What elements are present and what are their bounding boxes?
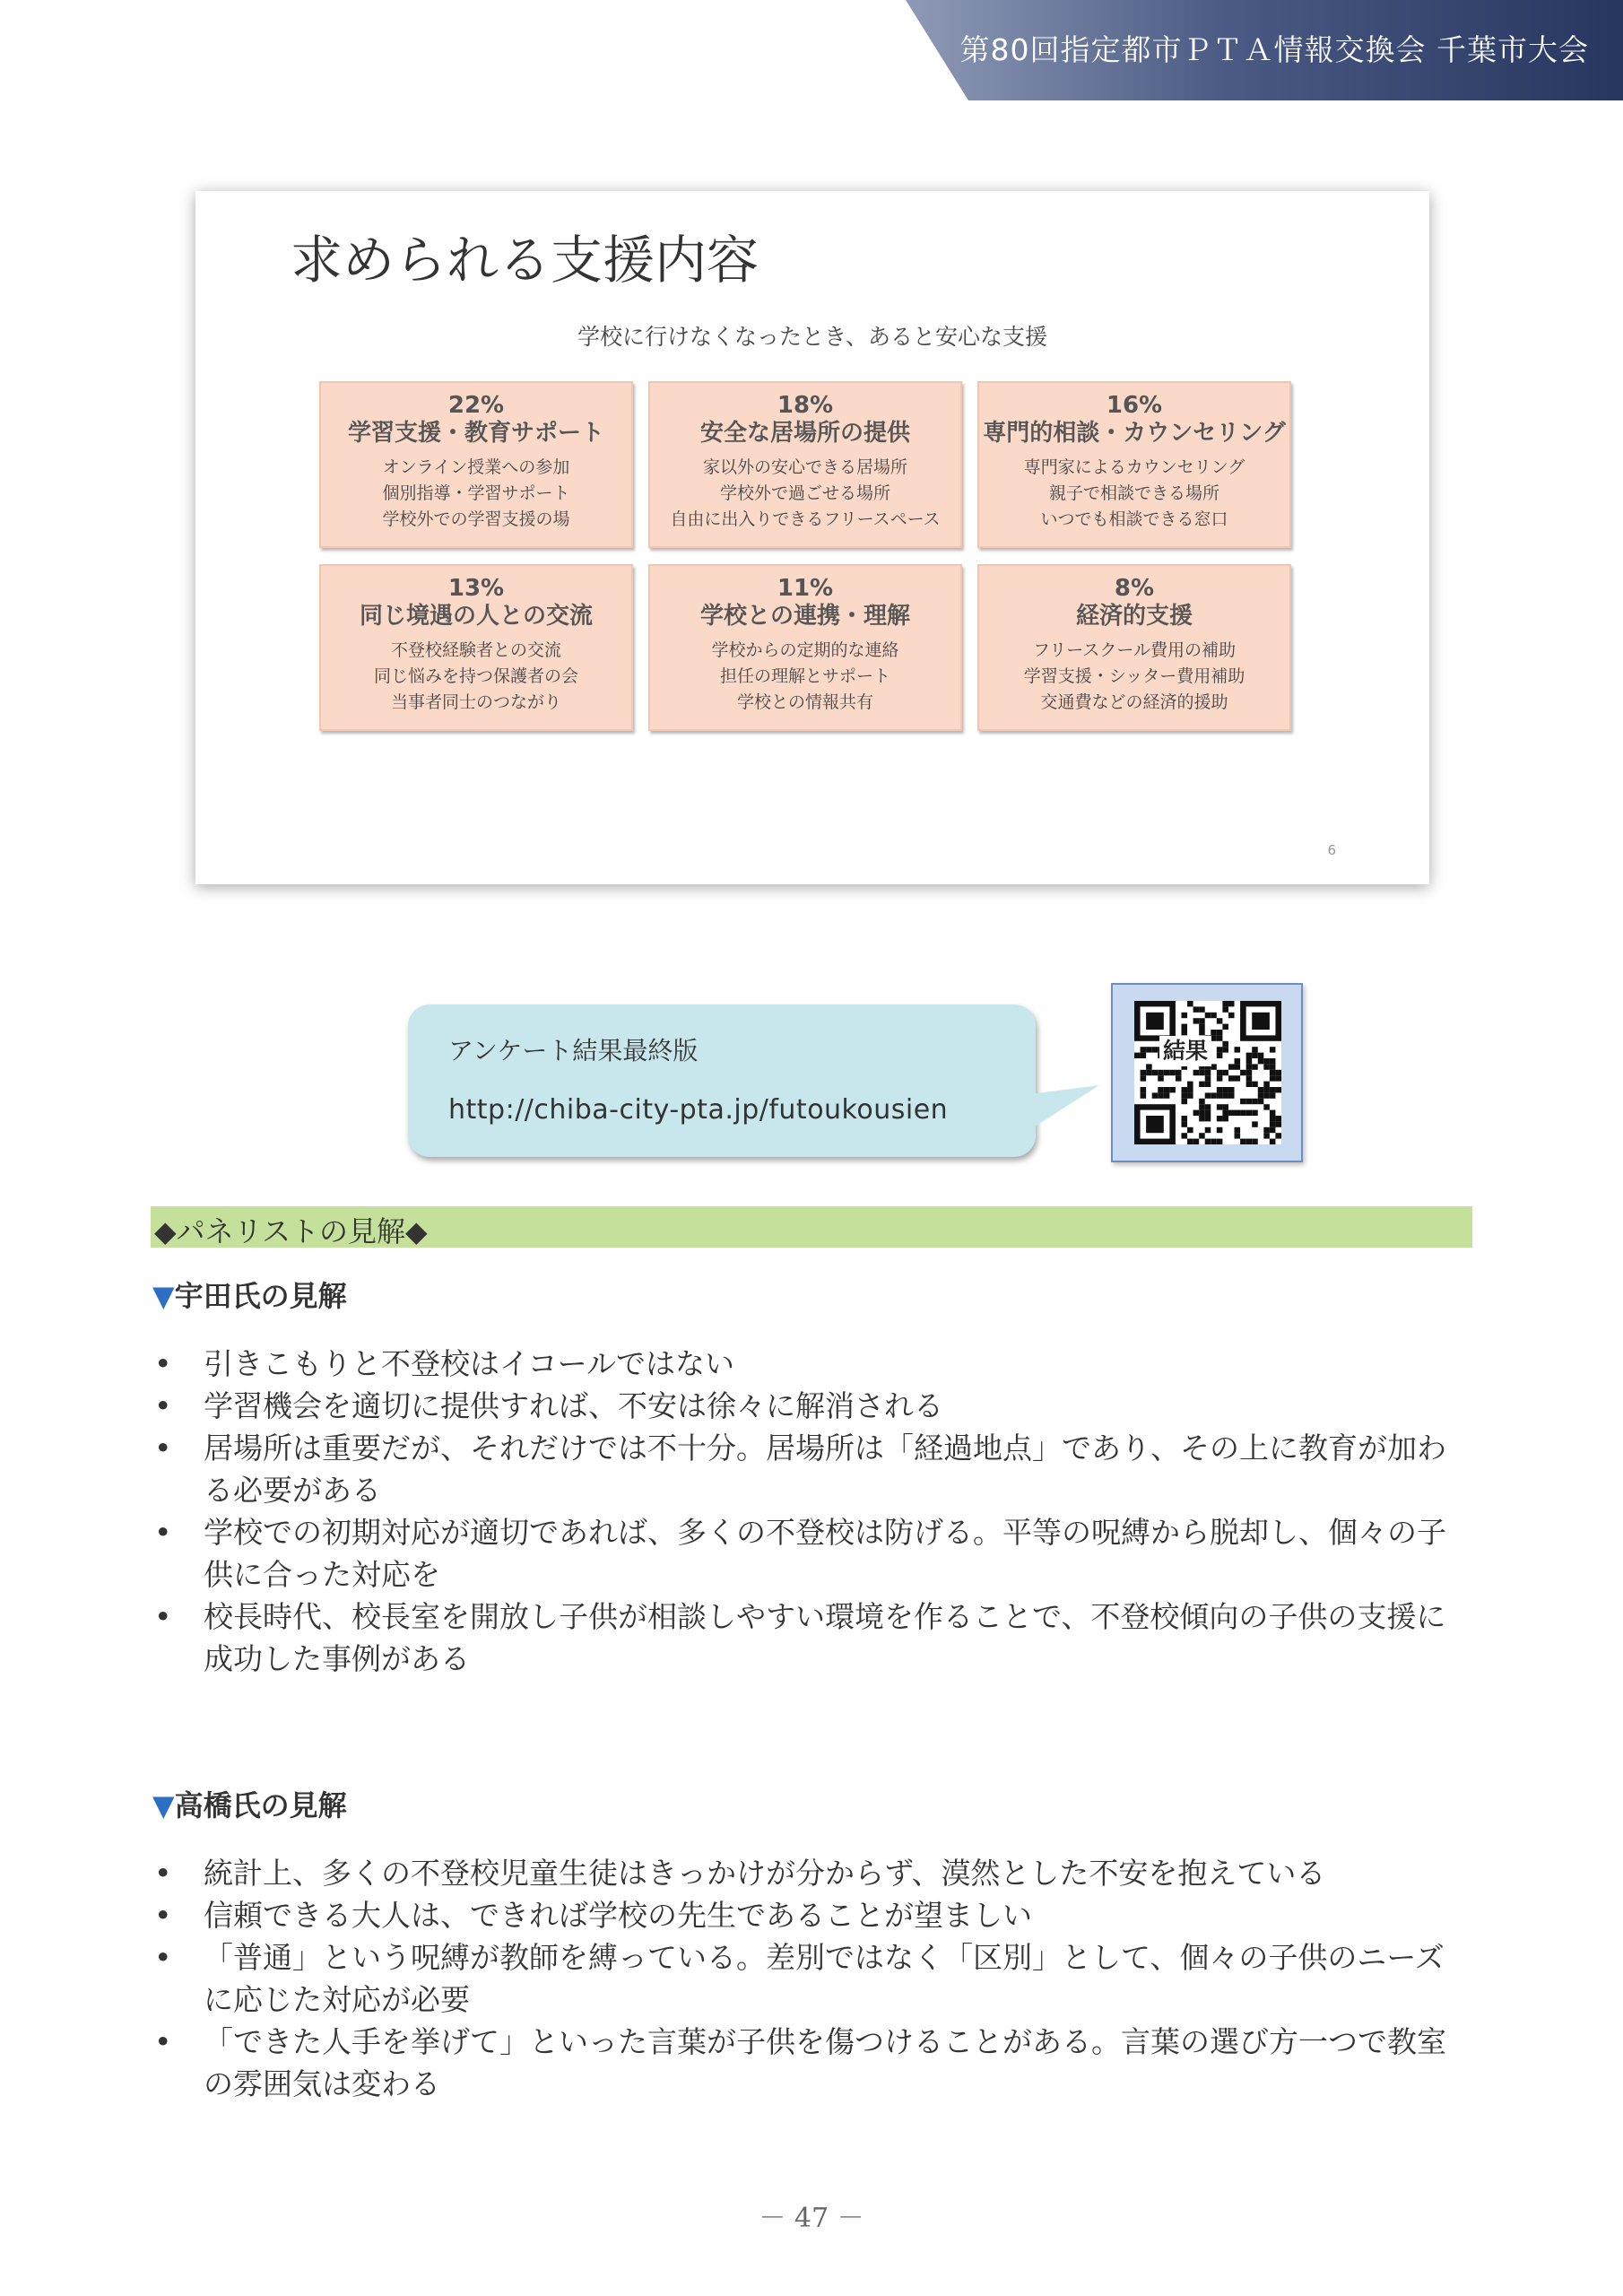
section-header-bar xyxy=(151,1206,1472,1248)
card-line: 専門家によるカウンセリング xyxy=(1023,457,1245,477)
panelist-name: 高橋氏の見解 xyxy=(174,1788,347,1822)
card-percent: 18% xyxy=(777,392,834,419)
panelist-name: 宇田氏の見解 xyxy=(174,1279,347,1313)
card-percent: 13% xyxy=(447,575,505,602)
card-title: 同じ境遇の人との交流 xyxy=(359,603,593,630)
card-line: 不登校経験者との交流 xyxy=(390,640,561,660)
event-title: 第80回指定都市ＰＴＡ情報交換会 千葉市大会 xyxy=(959,32,1589,67)
card-title: 専門的相談・カウンセリング xyxy=(983,420,1286,447)
card-line: 担任の理解とサポート xyxy=(719,666,890,686)
panelist-points xyxy=(154,1852,1472,2105)
card-line: フリースクール費用の補助 xyxy=(1033,640,1236,660)
slide-image xyxy=(195,191,1429,884)
card-line: 個別指導・学習サポート xyxy=(382,483,570,503)
qr-pattern xyxy=(1134,1001,1281,1144)
card-line: 親子で相談できる場所 xyxy=(1048,483,1219,503)
list-item: • 「できた人手を挙げて」といった言葉が子供を傷つけることがある。言葉の選び方一つで教室の雰囲気は変わる xyxy=(154,2024,1446,2101)
list-item: • 統計上、多くの不登校児童生徒はきっかけが分からず、漠然とした不安を抱えている xyxy=(154,1856,1326,1891)
list-item: • 「普通」という呪縛が教師を縛っている。差別ではなく「区別」として、個々の子供のニーズに応じた対応が必要 xyxy=(154,1940,1445,2017)
card-line: 家以外の安心できる居場所 xyxy=(702,457,907,477)
card-line: いつでも相談できる窓口 xyxy=(1040,509,1228,529)
list-item: • 学習機会を適切に提供すれば、不安は徐々に解消される xyxy=(154,1388,943,1423)
card-percent: 16% xyxy=(1106,392,1163,419)
card-title: 経済的支援 xyxy=(1075,603,1193,630)
card-percent: 22% xyxy=(447,392,505,419)
support-card xyxy=(648,564,962,731)
card-title: 安全な居場所の提供 xyxy=(699,420,910,447)
slide-title: 求められる支援内容 xyxy=(291,230,759,291)
card-line: 交通費などの経済的援助 xyxy=(1040,692,1228,712)
card-title: 学習支援・教育サポート xyxy=(347,420,604,447)
list-item: • 居場所は重要だが、それだけでは不十分。居場所は「経過地点」であり、その上に教育が加わる必要がある xyxy=(154,1431,1446,1508)
support-card xyxy=(977,381,1291,548)
list-item: • 引きこもりと不登校はイコールではない xyxy=(154,1346,735,1381)
card-title: 学校との連携・理解 xyxy=(699,603,910,630)
support-card xyxy=(319,381,633,548)
panelist-heading xyxy=(152,1274,347,1315)
panelist-points xyxy=(154,1343,1472,1680)
section-title: ◆パネリストの見解◆ xyxy=(154,1214,428,1248)
card-line: 学校外で過ごせる場所 xyxy=(719,483,890,503)
list-item: • 校長時代、校長室を開放し子供が相談しやすい環境を作ることで、不登校傾向の子供の支援に成功した事例がある xyxy=(154,1599,1446,1676)
card-line: オンライン授業への参加 xyxy=(382,457,570,477)
callout-tail xyxy=(1029,1085,1099,1137)
card-line: 学校からの定期的な連絡 xyxy=(711,640,899,660)
card-percent: 11% xyxy=(777,575,834,602)
card-line: 学習支援・シッター費用補助 xyxy=(1023,666,1245,686)
slide-page-number: 6 xyxy=(1327,842,1336,858)
qr-matrix xyxy=(1134,1001,1281,1144)
card-line: 同じ悩みを持つ保護者の会 xyxy=(373,666,578,686)
page-number: － 47 － xyxy=(759,2203,864,2234)
triangle-marker: ▼ xyxy=(152,1788,175,1822)
triangle-marker: ▼ xyxy=(152,1279,175,1313)
slide-subtitle: 学校に行けなくなったとき、あると安心な支援 xyxy=(577,324,1047,350)
support-card xyxy=(648,381,962,548)
survey-url-link[interactable]: http://chiba-city-pta.jp/futoukousien xyxy=(448,1094,949,1126)
card-line: 当事者同士のつながり xyxy=(390,692,561,712)
support-card xyxy=(977,564,1291,731)
support-card xyxy=(319,564,633,731)
qr-code[interactable] xyxy=(1111,983,1303,1162)
card-percent: 8% xyxy=(1114,575,1155,602)
list-item: • 学校での初期対応が適切であれば、多くの不登校は防げる。平等の呪縛から脱却し、個々の子供に合った対応を xyxy=(154,1515,1446,1592)
card-line: 学校との情報共有 xyxy=(736,692,873,712)
card-line: 学校外での学習支援の場 xyxy=(382,509,570,529)
callout-label: アンケート結果最終版 xyxy=(448,1036,699,1065)
panelist-heading xyxy=(152,1783,347,1824)
qr-label: 結果 xyxy=(1159,1036,1211,1066)
card-line: 自由に出入りできるフリースペース xyxy=(670,509,941,529)
list-item: • 信頼できる大人は、できれば学校の先生であることが望ましい xyxy=(154,1898,1032,1933)
survey-callout xyxy=(408,1004,1036,1157)
